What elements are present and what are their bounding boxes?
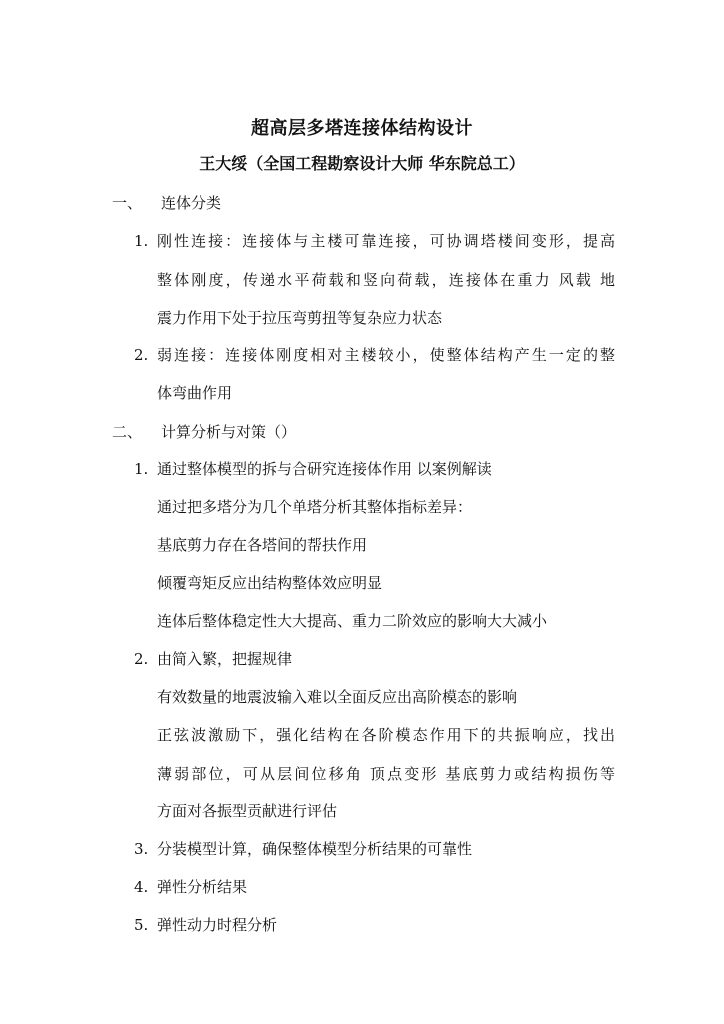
section-2-item-2-number: 2. (134, 650, 149, 668)
section-2-item-4-number: 4. (134, 878, 149, 896)
section-1-item-2-line-1: 弱连接：连接体刚度相对主楼较小，使整体结构产生一定的整 (157, 346, 615, 364)
section-2-item-1-line-5: 连体后整体稳定性大大提高、重力二阶效应的影响大大减小 (157, 612, 548, 630)
section-2-item-1-number: 1. (134, 460, 149, 478)
section-2-item-3-number: 3. (134, 840, 149, 858)
section-2-heading: 计算分析与对策（） (161, 423, 297, 441)
section-2-item-1-line-1: 通过整体模型的拆与合研究连接体作用 以案例解读 (157, 460, 492, 478)
section-1-heading: 连体分类 (161, 194, 222, 212)
section-2-item-2-line-2: 有效数量的地震波输入难以全面反应出高阶模态的影响 (157, 688, 518, 706)
section-2-item-5-line-1: 弹性动力时程分析 (157, 916, 278, 934)
section-1-item-1-line-2: 整体刚度，传递水平荷载和竖向荷载，连接体在重力 风载 地 (157, 271, 615, 289)
section-2-item-1-line-3: 基底剪力存在各塔间的帮扶作用 (157, 536, 368, 554)
section-2-item-2-line-4: 薄弱部位，可从层间位移角 顶点变形 基底剪力或结构损伤等 (157, 765, 615, 783)
section-1-item-1-line-3: 震力作用下处于拉压弯剪扭等复杂应力状态 (157, 309, 443, 327)
section-2-item-5-number: 5. (134, 916, 149, 934)
section-2-item-2-line-5: 方面对各振型贡献进行评估 (157, 802, 338, 820)
section-2-item-2-line-1: 由简入繁，把握规律 (157, 650, 293, 668)
section-2-item-1-line-2: 通过把多塔分为几个单塔分析其整体指标差异： (157, 498, 473, 516)
section-1-item-2-number: 2. (134, 346, 149, 364)
section-2-item-1-line-4: 倾覆弯矩反应出结构整体效应明显 (157, 574, 383, 592)
section-1-item-1-number: 1. (134, 232, 149, 250)
section-2-item-2-line-3: 正弦波激励下，强化结构在各阶模态作用下的共振响应，找出 (157, 726, 615, 744)
document-title: 超高层多塔连接体结构设计 (251, 118, 473, 139)
section-1-item-2-line-2: 体弯曲作用 (157, 384, 233, 402)
section-1-number: 一、 (112, 194, 143, 212)
section-2-number: 二、 (112, 423, 143, 441)
section-1-item-1-line-1: 刚性连接：连接体与主楼可靠连接，可协调塔楼间变形，提高 (157, 232, 615, 250)
section-2-item-4-line-1: 弹性分析结果 (157, 878, 248, 896)
section-2-item-3-line-1: 分装模型计算，确保整体模型分析结果的可靠性 (157, 840, 473, 858)
document-author: 王大绥（全国工程勘察设计大师 华东院总工） (199, 154, 525, 173)
